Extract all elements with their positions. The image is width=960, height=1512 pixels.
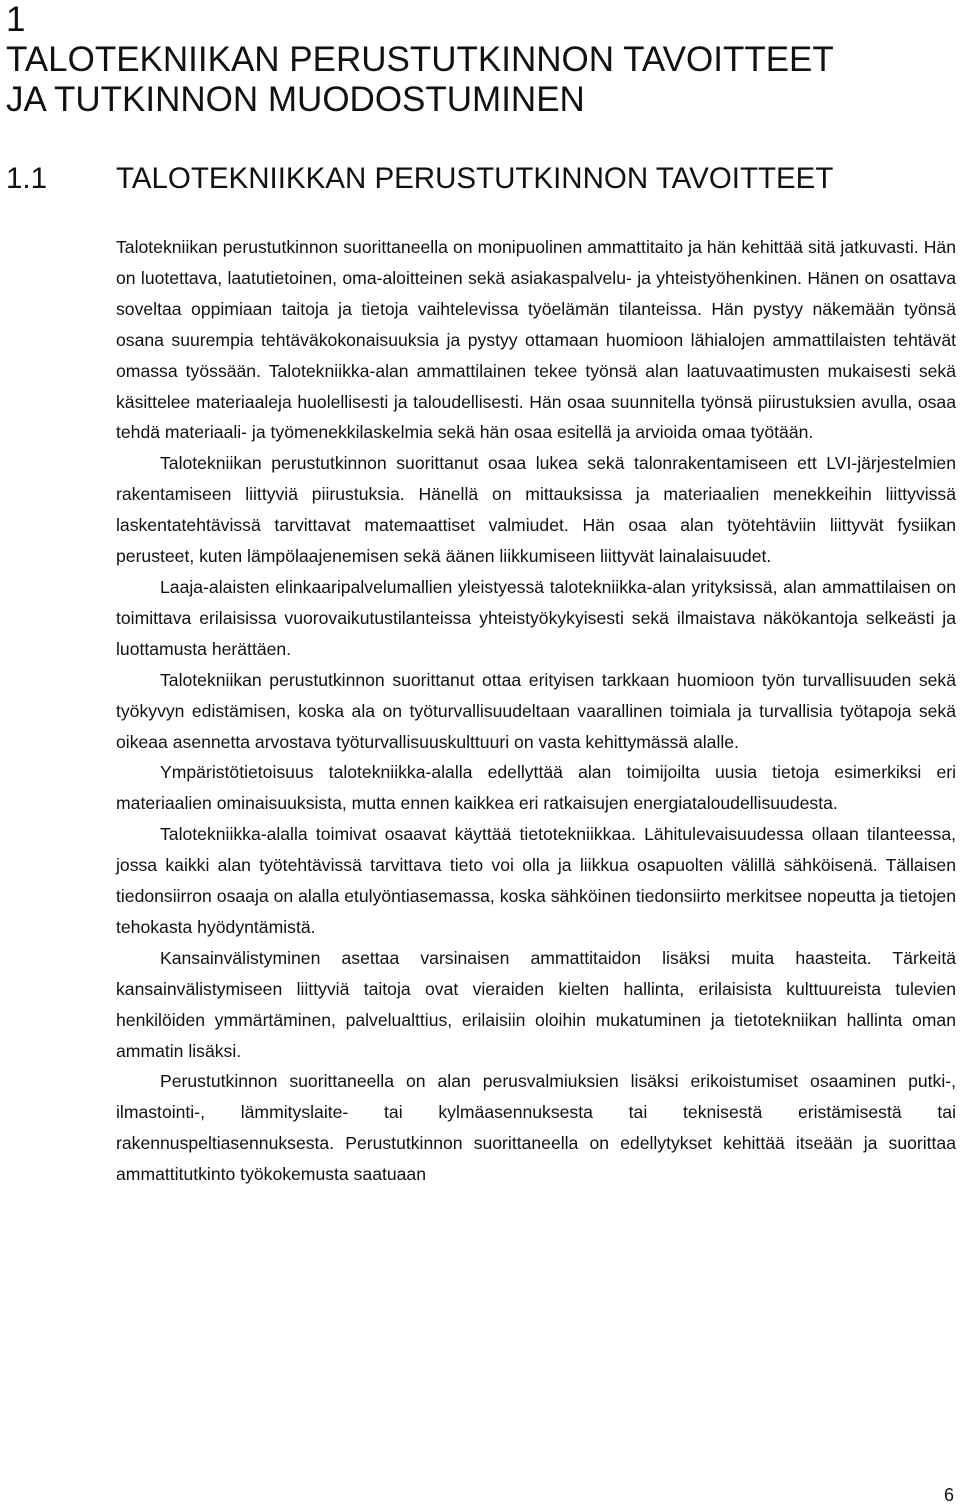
chapter-number: 1 — [6, 0, 26, 39]
paragraph-2: Talotekniikan perustutkinnon suorittanut osaa lukea sekä talonrakentamiseen ett LVI-järjestelmien rakentamiseen liittyviä piirustuksia. Hänellä on mittauksissa ja materiaalien menekkeihin liittyvissä laskentatehtävissä tarvittavat matemaattiset valmiudet. Hän osaa alan työtehtäviin liittyvät fysiikan perusteet, kuten lämpölaajenemisen sekä äänen liikkumiseen liittyvät lainalaisuudet. — [116, 453, 956, 567]
paragraph-7: Kansainvälistyminen asettaa varsinaisen ammattitaidon lisäksi muita haasteita. Tärkeitä kansainvälistymiseen liittyviä taitoja ovat vieraiden kielten hallinta, erilaisista kulttuureista tulevien henkilöiden ymmärtäminen, palvelualttius, erilaisiin oloihin mukatuminen ja tietotekniikan hallinta oman ammatin lisäksi. — [116, 947, 956, 1061]
paragraph-8: Perustutkinnon suorittaneella on alan perusvalmiuksien lisäksi erikoistumiset osaaminen putki-, ilmastointi-, lämmityslaite- tai kylmäasennuksesta tai teknisestä eristämisestä tai rakennuspeltiasennuksesta. Perustutkinnon suorittaneella on edellytykset kehittää itseään ja suorittaa ammattitutkinto työkokemusta saatuaan — [116, 1071, 956, 1185]
chapter-title-line2: JA TUTKINNON MUODOSTUMINEN — [6, 80, 585, 119]
chapter-heading — [6, 0, 956, 120]
section-title: TALOTEKNIIKKAN PERUSTUTKINNON TAVOITTEET — [116, 162, 834, 195]
paragraph-5: Ympäristötietoisuus talotekniikka-alalla edellyttää alan toimijoilta uusia tietoja esimerkiksi eri materiaalien ominaisuuksista, mutta ennen kaikkea eri ratkaisujen energiataloudellisuudesta. — [116, 762, 956, 814]
page-number: 6 — [943, 1485, 954, 1505]
paragraph-6: Talotekniikka-alalla toimivat osaavat käyttää tietotekniikkaa. Lähitulevaisuudessa ollaan tilanteessa, jossa kaikki alan työtehtävissä tarvittava tieto voi olla ja liikkua osapuolten välillä sähköisenä. Tällaisen tiedonsiirron osaaja on alalla etulyöntiasemassa, koska sähköinen tiedonsiirto merkitsee nopeutta ja tietojen tehokasta hyödyntämistä. — [116, 824, 956, 937]
chapter-title-line1: TALOTEKNIIKAN PERUSTUTKINNON TAVOITTEET — [6, 40, 834, 79]
paragraph-1: Talotekniikan perustutkinnon suorittaneella on monipuolinen ammattitaito ja hän kehittää sitä jatkuvasti. Hän on luotettava, laatutietoinen, oma-aloitteinen sekä asiakaspalvelu- ja yhteistyöhenkinen. Hänen on osattava soveltaa oppimiaan taitoja ja tietoja vaihtelevissa työelämän tilanteissa. Hän pystyy näkemään työnsä osana suurempia tehtäväkokonaisuuksia ja pystyy ottamaan huomioon lähialojen ammattilaisten tehtävät omassa työssään. Talotekniikka-alan ammattilainen tekee työnsä alan laatuvaatimusten mukaisesti sekä käsittelee materiaaleja huolellisesti ja taloudellisesti. Hän osaa suunnitella työnsä piirustuksien avulla, osaa tehdä materiaali- ja työmenekkilaskelmia sekä hän osaa esitellä ja arvioida omaa työtään. — [116, 237, 956, 443]
paragraph-4: Talotekniikan perustutkinnon suorittanut ottaa erityisen tarkkaan huomioon työn turvallisuuden sekä työkyvyn edistämisen, koska ala on työturvallisuudeltaan vaarallinen toimiala ja turvallisia työtapoja sekä oikeaa asennetta arvostava työturvallisuuskulttuuri on vasta kehittymässä alalle. — [116, 669, 956, 752]
section-number: 1.1 — [6, 162, 48, 195]
paragraph-3: Laaja-alaisten elinkaaripalvelumallien yleistyessä talotekniikka-alan yrityksissä, alan ammattilaisen on toimittava erilaisissa vuorovaikutustilanteissa yhteistyökykyisesti sekä ilmaistava näkökantoja selkeästi ja luottamusta herättäen. — [116, 576, 956, 659]
body-text — [116, 232, 956, 1190]
section-heading — [6, 161, 956, 197]
